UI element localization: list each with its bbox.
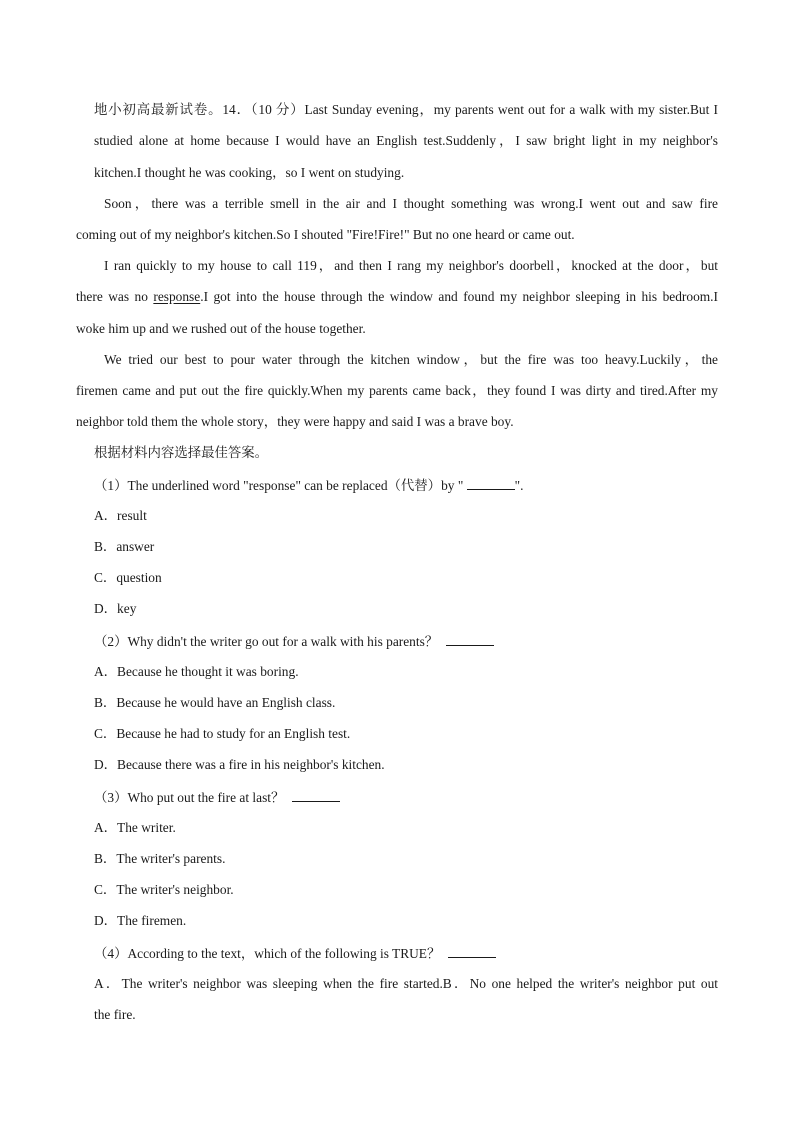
question-1-option-b: B．answer (94, 539, 155, 554)
question-1-closing: ". (514, 478, 524, 493)
answer-blank[interactable] (467, 477, 515, 490)
answer-blank[interactable] (446, 633, 494, 646)
question-3-option-a: A．The writer. (94, 820, 176, 835)
passage-p1-line1: 地小初高最新试卷。14．（10 分）Last Sunday evening，my parents went out for a walk with my sister.But I (94, 102, 718, 117)
question-2-stem (94, 633, 494, 650)
question-3-option-d: D．The firemen. (94, 913, 187, 928)
underlined-word-response: response (153, 289, 201, 304)
passage-p4-line2: firemen came and put out the fire quickly.When my parents came back，they found I was dirty and tired.After my (76, 383, 718, 398)
question-2-option-d: D．Because there was a fire in his neighbor's kitchen. (94, 757, 385, 772)
question-1-option-a: A．result (94, 508, 147, 523)
passage-p4-line3: neighbor told them the whole story，they were happy and said I was a brave boy. (76, 414, 514, 429)
question-3-option-c: C．The writer's neighbor. (94, 882, 234, 897)
answer-blank[interactable] (448, 945, 496, 958)
passage-p1-line3: kitchen.I thought he was cooking，so I went on studying. (94, 165, 405, 180)
question-2-option-a: A．Because he thought it was boring. (94, 664, 299, 679)
question-3-text: （3）Who put out the fire at last？ (94, 790, 285, 805)
question-4-options-ab: A．The writer's neighbor was sleeping when the fire started.B．No one helped the writer's neighbor put out (94, 976, 718, 991)
question-1-option-d: D．key (94, 601, 137, 616)
passage-p2-line2: coming out of my neighbor's kitchen.So I shouted "Fire!Fire!" But no one heard or came out. (76, 227, 575, 242)
passage-p3-line1: I ran quickly to my house to call 119，and then I rang my neighbor's doorbell，knocked at the door，but (104, 258, 718, 273)
passage-p1-line2: studied alone at home because I would have an English test.Suddenly，I saw bright light in my neighbor's (94, 133, 718, 148)
question-1-option-c: C．question (94, 570, 162, 585)
passage-p3-line3: woke him up and we rushed out of the house together. (76, 321, 366, 336)
passage-p2-line1: Soon，there was a terrible smell in the air and I thought something was wrong.I went out and saw fire (104, 196, 718, 211)
passage-p3-line2-start: there was no (76, 289, 154, 304)
question-2-text: （2）Why didn't the writer go out for a walk with his parents？ (94, 634, 439, 649)
question-2-option-c: C．Because he had to study for an English test. (94, 726, 351, 741)
passage-p4-line1: We tried our best to pour water through the kitchen window，but the fire was too heavy.Luckily，the (104, 352, 718, 367)
question-1-text: （1）The underlined word "response" can be replaced（代替）by " (94, 478, 467, 493)
question-3-option-b: B．The writer's parents. (94, 851, 226, 866)
question-3-stem (94, 789, 340, 806)
question-4-options-ab-continued: the fire. (94, 1007, 136, 1022)
question-1-stem (94, 477, 523, 494)
passage-p3-line2-end: .I got into the house through the window and found my neighbor sleeping in his bedroom.I (200, 289, 718, 304)
question-4-text: （4）According to the text，which of the following is TRUE？ (94, 946, 441, 961)
instruction: 根据材料内容选择最佳答案。 (94, 445, 269, 460)
question-4-stem (94, 945, 496, 962)
question-2-option-b: B．Because he would have an English class. (94, 695, 336, 710)
passage-p3-line2 (76, 289, 718, 305)
answer-blank[interactable] (292, 789, 340, 802)
